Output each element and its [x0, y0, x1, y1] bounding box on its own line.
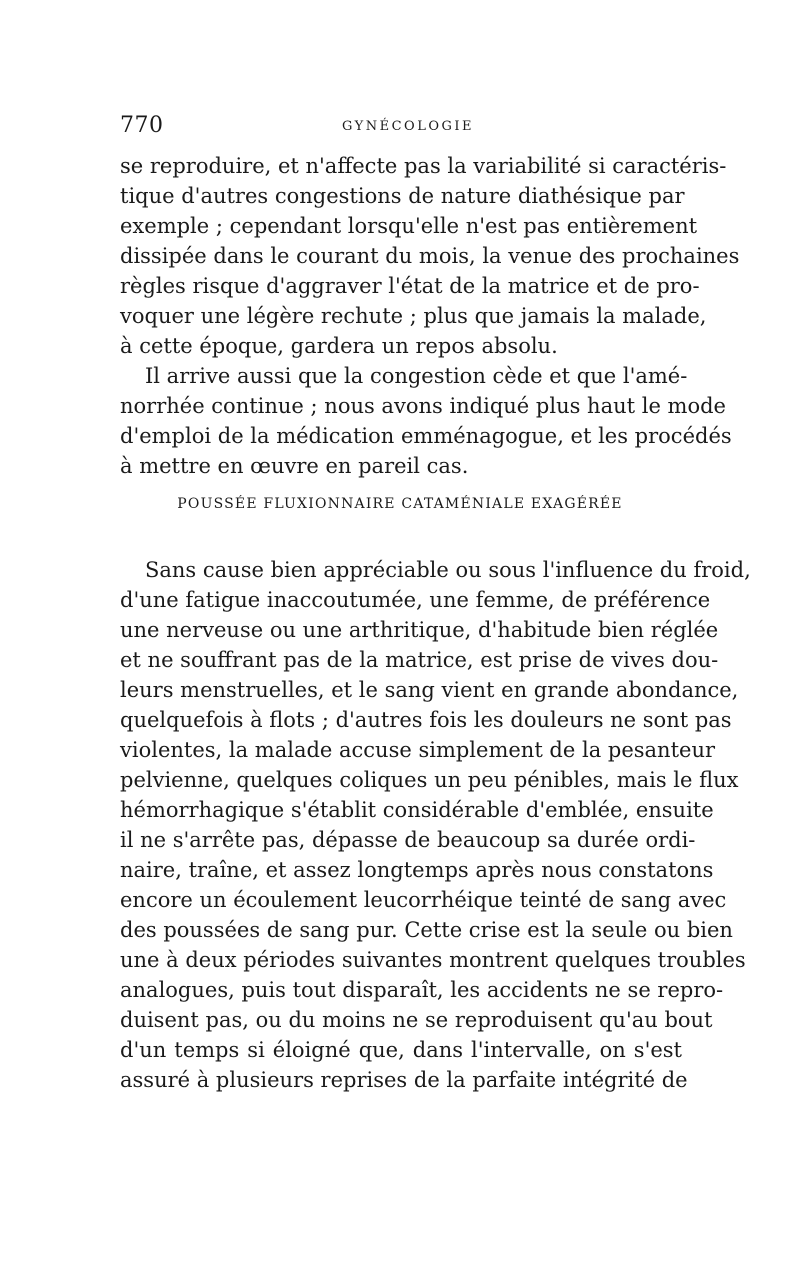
paragraph-3-line: il ne s'arrête pas, dépasse de beaucoup sa durée ordi-	[120, 828, 696, 852]
paragraph-1-line: voquer une légère rechute ; plus que jamais la malade,	[120, 304, 707, 328]
paragraph-3-line: une nerveuse ou une arthritique, d'habitude bien réglée	[120, 618, 719, 642]
paragraph-3-line: et ne souffrant pas de la matrice, est prise de vives dou-	[120, 648, 719, 672]
paragraph-3-line: naire, traîne, et assez longtemps après nous constatons	[120, 858, 714, 882]
paragraph-3-line: d'un temps si éloigné que, dans l'intervalle, on s'est	[120, 1038, 682, 1062]
section-heading: POUSSÉE FLUXIONNAIRE CATAMÉNIALE EXAGÉRÉE	[177, 496, 623, 512]
paragraph-1-line: à cette époque, gardera un repos absolu.	[120, 334, 558, 358]
paragraph-1-line: se reproduire, et n'affecte pas la variabilité si caractéris-	[120, 154, 727, 178]
paragraph-2-line: Il arrive aussi que la congestion cède et que l'amé-	[145, 364, 688, 388]
paragraph-3-line: assuré à plusieurs reprises de la parfaite intégrité de	[120, 1068, 688, 1092]
running-head	[120, 113, 682, 143]
paragraph-2-line: d'emploi de la médication emménagogue, et les procédés	[120, 424, 732, 448]
running-title: GYNÉCOLOGIE	[342, 119, 475, 134]
paragraph-1-line: tique d'autres congestions de nature diathésique par	[120, 184, 685, 208]
paragraph-3-line: analogues, puis tout disparaît, les accidents ne se repro-	[120, 978, 724, 1002]
paragraph-3-line: leurs menstruelles, et le sang vient en grande abondance,	[120, 678, 739, 702]
paragraph-3-line: d'une fatigue inaccoutumée, une femme, de préférence	[120, 588, 711, 612]
paragraph-3-line: violentes, la malade accuse simplement de la pesanteur	[120, 738, 716, 762]
paragraph-1-line: dissipée dans le courant du mois, la venue des prochaines	[120, 244, 740, 268]
paragraph-1-line: règles risque d'aggraver l'état de la matrice et de pro-	[120, 274, 700, 298]
paragraph-3-line: une à deux périodes suivantes montrent quelques troubles	[120, 948, 746, 972]
paragraph-3-line: encore un écoulement leucorrhéique teinté de sang avec	[120, 888, 727, 912]
paragraph-2-line: norrhée continue ; nous avons indiqué plus haut le mode	[120, 394, 726, 418]
paragraph-2-line: à mettre en œuvre en pareil cas.	[120, 454, 469, 478]
paragraph-3-line: duisent pas, ou du moins ne se reproduisent qu'au bout	[120, 1008, 713, 1032]
paragraph-3-line: hémorrhagique s'établit considérable d'emblée, ensuite	[120, 798, 714, 822]
paragraph-3-line: quelquefois à flots ; d'autres fois les douleurs ne sont pas	[120, 708, 732, 732]
page-number: 770	[120, 113, 164, 138]
paragraph-3-line: des poussées de sang pur. Cette crise est la seule ou bien	[120, 918, 733, 942]
paragraph-3-line: Sans cause bien appréciable ou sous l'influence du froid,	[145, 558, 751, 582]
paragraph-1-line: exemple ; cependant lorsqu'elle n'est pas entièrement	[120, 214, 698, 238]
paragraph-3-line: pelvienne, quelques coliques un peu pénibles, mais le flux	[120, 768, 739, 792]
